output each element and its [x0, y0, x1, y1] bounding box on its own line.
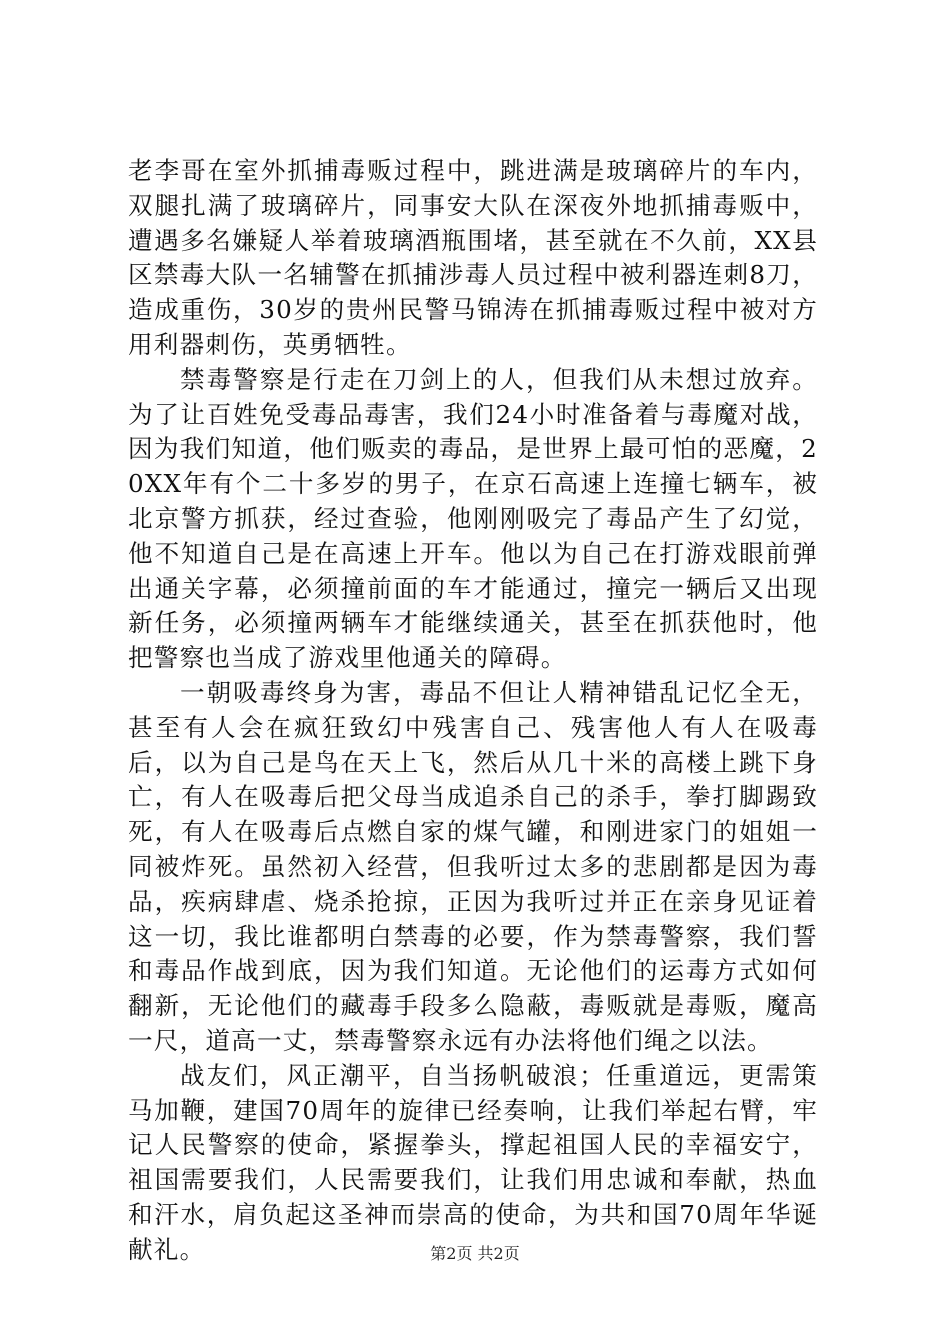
paragraph-3: 一朝吸毒终身为害，毒品不但让人精神错乱记忆全无，甚至有人会在疯狂致幻中残害自己、残害他人有人在吸毒后，以为自己是鸟在天上飞，然后从几十米的高楼上跳下身亡，有人在吸毒后把父母当成追杀自己的杀手，拳打脚踢致死，有人在吸毒后点燃自家的煤气罐，和刚进家门的姐姐一同被炸死。虽然初入经营，但我听过太多的悲剧都是因为毒品，疾病肆虐、烧杀抢掠，正因为我听过并正在亲身见证着这一切，我比谁都明白禁毒的必要，作为禁毒警察，我们誓和毒品作战到底，因为我们知道。无论他们的运毒方式如何翻新，无论他们的藏毒手段多么隐蔽，毒贩就是毒贩，魔高一尺，道高一丈，禁毒警察永远有办法将他们绳之以法。 — [128, 677, 818, 1055]
page-footer: 第2页 共2页 — [430, 1244, 520, 1263]
paragraph-1: 老李哥在室外抓捕毒贩过程中，跳进满是玻璃碎片的车内，双腿扎满了玻璃碎片，同事安大队在深夜外地抓捕毒贩中，遭遇多名嫌疑人举着玻璃酒瓶围堵，甚至就在不久前，XX县区禁毒大队一名辅警在抓捕涉毒人员过程中被利器连刺8刀，造成重伤，30岁的贵州民警马锦涛在抓捕毒贩过程中被对方用利器刺伤，英勇牺牲。 — [128, 156, 818, 359]
document-body — [128, 154, 818, 1268]
paragraph-4: 战友们，风正潮平，自当扬帆破浪；任重道远，更需策马加鞭，建国70周年的旋律已经奏响，让我们举起右臂，牢记人民警察的使命，紧握拳头，撑起祖国人民的幸福安宁，祖国需要我们，人民需要我们，让我们用忠诚和奉献，热血和汗水，肩负起这圣神而崇高的使命，为共和国70周年华诞献礼。 — [128, 1060, 818, 1264]
paragraph-2: 禁毒警察是行走在刀剑上的人，但我们从未想过放弃。为了让百姓免受毒品毒害，我们24小时准备着与毒魔对战，因为我们知道，他们贩卖的毒品，是世界上最可怕的恶魔，20XX年有个二十多岁的男子，在京石高速上连撞七辆车，被北京警方抓获，经过查验，他刚刚吸完了毒品产生了幻觉，他不知道自己是在高速上开车。他以为自己在打游戏眼前弹出通关字幕，必须撞前面的车才能通过，撞完一辆后又出现新任务，必须撞两辆车才能继续通关，甚至在抓获他时，他把警察也当成了游戏里他通关的障碍。 — [128, 364, 818, 673]
